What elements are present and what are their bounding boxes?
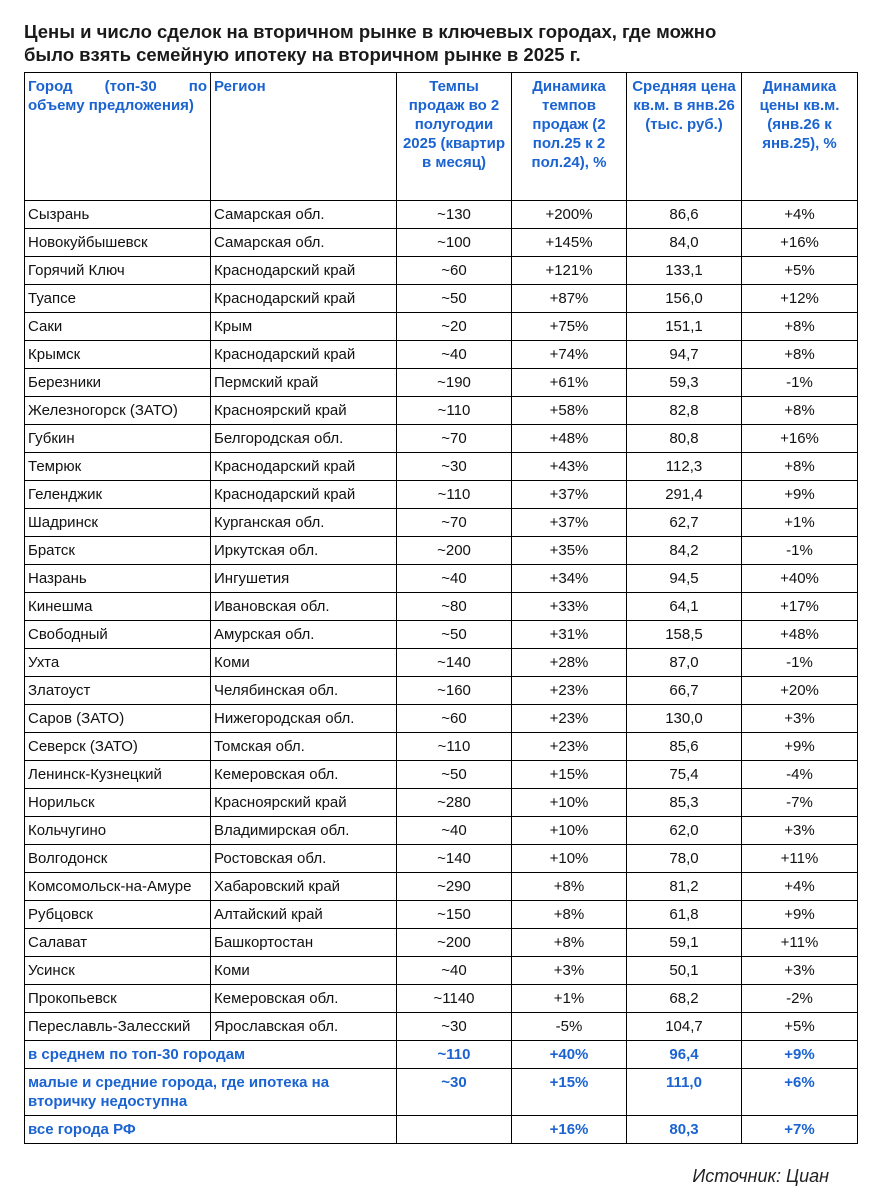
data-table [24, 72, 858, 1144]
cell-city: Геленджик [25, 481, 211, 509]
summary-avg-price: 96,4 [627, 1041, 742, 1069]
cell-avg-price: 112,3 [627, 453, 742, 481]
table-row [25, 649, 858, 677]
cell-region: Курганская обл. [211, 509, 397, 537]
summary-label: все города РФ [25, 1116, 397, 1144]
cell-sales-dynamics: +15% [512, 761, 627, 789]
cell-price-dynamics: +4% [742, 201, 858, 229]
cell-sales-dynamics: +58% [512, 397, 627, 425]
cell-avg-price: 61,8 [627, 901, 742, 929]
cell-region: Белгородская обл. [211, 425, 397, 453]
header-city: Город (топ-30 по объему предложения) [25, 73, 211, 201]
cell-avg-price: 130,0 [627, 705, 742, 733]
cell-region: Ингушетия [211, 565, 397, 593]
cell-city: Норильск [25, 789, 211, 817]
cell-sales-rate: ~140 [397, 845, 512, 873]
cell-price-dynamics: +48% [742, 621, 858, 649]
cell-sales-dynamics: -5% [512, 1013, 627, 1041]
title-line-1: Цены и число сделок на вторичном рынке в ключевых городах, где можно [24, 21, 717, 42]
summary-sales-dynamics: +16% [512, 1116, 627, 1144]
cell-price-dynamics: +3% [742, 705, 858, 733]
cell-region: Амурская обл. [211, 621, 397, 649]
cell-avg-price: 80,8 [627, 425, 742, 453]
cell-city: Комсомольск-на-Амуре [25, 873, 211, 901]
cell-sales-dynamics: +8% [512, 901, 627, 929]
table-row [25, 873, 858, 901]
table-row [25, 397, 858, 425]
cell-region: Хабаровский край [211, 873, 397, 901]
cell-price-dynamics: +8% [742, 397, 858, 425]
summary-sales-rate [397, 1116, 512, 1144]
cell-sales-dynamics: +10% [512, 845, 627, 873]
cell-region: Томская обл. [211, 733, 397, 761]
cell-sales-rate: ~160 [397, 677, 512, 705]
cell-sales-dynamics: +23% [512, 677, 627, 705]
table-row [25, 285, 858, 313]
table-row [25, 1013, 858, 1041]
cell-sales-dynamics: +8% [512, 873, 627, 901]
cell-sales-rate: ~150 [397, 901, 512, 929]
cell-sales-rate: ~140 [397, 649, 512, 677]
cell-region: Коми [211, 957, 397, 985]
cell-sales-dynamics: +10% [512, 817, 627, 845]
summary-avg-price: 80,3 [627, 1116, 742, 1144]
table-row [25, 201, 858, 229]
cell-region: Ярославская обл. [211, 1013, 397, 1041]
cell-price-dynamics: +16% [742, 229, 858, 257]
cell-price-dynamics: +1% [742, 509, 858, 537]
cell-sales-rate: ~60 [397, 705, 512, 733]
cell-region: Крым [211, 313, 397, 341]
cell-price-dynamics: +5% [742, 1013, 858, 1041]
cell-price-dynamics: +40% [742, 565, 858, 593]
table-row [25, 733, 858, 761]
cell-avg-price: 82,8 [627, 397, 742, 425]
cell-region: Иркутская обл. [211, 537, 397, 565]
table-row [25, 341, 858, 369]
cell-avg-price: 86,6 [627, 201, 742, 229]
cell-city: Северск (ЗАТО) [25, 733, 211, 761]
header-region: Регион [211, 73, 397, 201]
summary-label: малые и средние города, где ипотека на вторичку недоступна [25, 1069, 397, 1116]
cell-avg-price: 62,0 [627, 817, 742, 845]
cell-sales-rate: ~100 [397, 229, 512, 257]
summary-price-dynamics: +6% [742, 1069, 858, 1116]
cell-sales-rate: ~40 [397, 565, 512, 593]
cell-sales-dynamics: +145% [512, 229, 627, 257]
cell-price-dynamics: -1% [742, 369, 858, 397]
cell-sales-rate: ~50 [397, 761, 512, 789]
table-row [25, 621, 858, 649]
cell-city: Свободный [25, 621, 211, 649]
cell-price-dynamics: +4% [742, 873, 858, 901]
table-row [25, 901, 858, 929]
cell-sales-rate: ~200 [397, 537, 512, 565]
cell-avg-price: 84,2 [627, 537, 742, 565]
cell-sales-rate: ~280 [397, 789, 512, 817]
summary-sales-rate: ~110 [397, 1041, 512, 1069]
cell-city: Новокуйбышевск [25, 229, 211, 257]
cell-price-dynamics: +3% [742, 817, 858, 845]
cell-sales-dynamics: +37% [512, 481, 627, 509]
cell-city: Братск [25, 537, 211, 565]
table-header-row [25, 73, 858, 201]
cell-sales-dynamics: +48% [512, 425, 627, 453]
cell-city: Усинск [25, 957, 211, 985]
cell-price-dynamics: -2% [742, 985, 858, 1013]
cell-sales-dynamics: +23% [512, 705, 627, 733]
cell-sales-dynamics: +200% [512, 201, 627, 229]
cell-sales-dynamics: +121% [512, 257, 627, 285]
summary-sales-dynamics: +40% [512, 1041, 627, 1069]
cell-region: Кемеровская обл. [211, 761, 397, 789]
cell-sales-rate: ~70 [397, 425, 512, 453]
cell-price-dynamics: +20% [742, 677, 858, 705]
header-sales-dynamics: Динамика темпов продаж (2 пол.25 к 2 пол.24), % [512, 73, 627, 201]
table-row [25, 481, 858, 509]
cell-city: Железногорск (ЗАТО) [25, 397, 211, 425]
cell-city: Шадринск [25, 509, 211, 537]
cell-avg-price: 291,4 [627, 481, 742, 509]
cell-sales-dynamics: +10% [512, 789, 627, 817]
cell-city: Назрань [25, 565, 211, 593]
cell-city: Саки [25, 313, 211, 341]
cell-city: Волгодонск [25, 845, 211, 873]
cell-region: Челябинская обл. [211, 677, 397, 705]
cell-price-dynamics: +17% [742, 593, 858, 621]
header-avg-price: Средняя цена кв.м. в янв.26 (тыс. руб.) [627, 73, 742, 201]
cell-sales-rate: ~190 [397, 369, 512, 397]
cell-sales-rate: ~30 [397, 1013, 512, 1041]
header-sales-rate: Темпы продаж во 2 полугодии 2025 (квартир в месяц) [397, 73, 512, 201]
table-row [25, 313, 858, 341]
cell-avg-price: 156,0 [627, 285, 742, 313]
cell-sales-dynamics: +43% [512, 453, 627, 481]
summary-row [25, 1041, 858, 1069]
cell-avg-price: 94,7 [627, 341, 742, 369]
cell-price-dynamics: +11% [742, 845, 858, 873]
cell-city: Переславль-Залесский [25, 1013, 211, 1041]
cell-region: Пермский край [211, 369, 397, 397]
cell-avg-price: 50,1 [627, 957, 742, 985]
source-note: Источник: Циан [692, 1166, 829, 1186]
cell-sales-rate: ~70 [397, 509, 512, 537]
cell-sales-dynamics: +23% [512, 733, 627, 761]
cell-sales-dynamics: +61% [512, 369, 627, 397]
cell-region: Краснодарский край [211, 481, 397, 509]
cell-sales-rate: ~40 [397, 957, 512, 985]
cell-city: Крымск [25, 341, 211, 369]
cell-region: Самарская обл. [211, 201, 397, 229]
cell-sales-rate: ~60 [397, 257, 512, 285]
cell-sales-rate: ~130 [397, 201, 512, 229]
cell-sales-rate: ~110 [397, 481, 512, 509]
cell-price-dynamics: -1% [742, 649, 858, 677]
cell-avg-price: 66,7 [627, 677, 742, 705]
cell-region: Красноярский край [211, 397, 397, 425]
cell-sales-rate: ~30 [397, 453, 512, 481]
cell-city: Кинешма [25, 593, 211, 621]
page-title [24, 20, 854, 66]
summary-sales-rate: ~30 [397, 1069, 512, 1116]
table-row [25, 929, 858, 957]
table-row [25, 257, 858, 285]
summary-price-dynamics: +9% [742, 1041, 858, 1069]
table-row [25, 817, 858, 845]
cell-region: Краснодарский край [211, 341, 397, 369]
cell-avg-price: 75,4 [627, 761, 742, 789]
table-row [25, 677, 858, 705]
table-row [25, 845, 858, 873]
summary-row [25, 1116, 858, 1144]
cell-avg-price: 84,0 [627, 229, 742, 257]
cell-region: Алтайский край [211, 901, 397, 929]
cell-avg-price: 87,0 [627, 649, 742, 677]
cell-sales-dynamics: +28% [512, 649, 627, 677]
cell-price-dynamics: -4% [742, 761, 858, 789]
cell-avg-price: 78,0 [627, 845, 742, 873]
table-row [25, 453, 858, 481]
cell-avg-price: 133,1 [627, 257, 742, 285]
cell-sales-rate: ~50 [397, 285, 512, 313]
cell-sales-rate: ~110 [397, 733, 512, 761]
cell-sales-rate: ~40 [397, 341, 512, 369]
cell-sales-rate: ~50 [397, 621, 512, 649]
cell-sales-dynamics: +87% [512, 285, 627, 313]
cell-avg-price: 85,6 [627, 733, 742, 761]
cell-region: Владимирская обл. [211, 817, 397, 845]
cell-sales-dynamics: +35% [512, 537, 627, 565]
cell-sales-rate: ~40 [397, 817, 512, 845]
cell-region: Самарская обл. [211, 229, 397, 257]
table-row [25, 593, 858, 621]
table-row [25, 761, 858, 789]
cell-region: Красноярский край [211, 789, 397, 817]
cell-price-dynamics: +8% [742, 453, 858, 481]
cell-price-dynamics: +12% [742, 285, 858, 313]
cell-price-dynamics: -7% [742, 789, 858, 817]
cell-region: Ивановская обл. [211, 593, 397, 621]
cell-city: Салават [25, 929, 211, 957]
cell-price-dynamics: -1% [742, 537, 858, 565]
cell-sales-dynamics: +31% [512, 621, 627, 649]
cell-city: Рубцовск [25, 901, 211, 929]
table-row [25, 985, 858, 1013]
cell-city: Губкин [25, 425, 211, 453]
cell-region: Краснодарский край [211, 257, 397, 285]
cell-city: Златоуст [25, 677, 211, 705]
summary-label: в среднем по топ-30 городам [25, 1041, 397, 1069]
cell-price-dynamics: +8% [742, 313, 858, 341]
cell-price-dynamics: +5% [742, 257, 858, 285]
cell-price-dynamics: +8% [742, 341, 858, 369]
cell-avg-price: 94,5 [627, 565, 742, 593]
table-row [25, 705, 858, 733]
cell-price-dynamics: +11% [742, 929, 858, 957]
summary-avg-price: 111,0 [627, 1069, 742, 1116]
cell-region: Краснодарский край [211, 453, 397, 481]
cell-city: Саров (ЗАТО) [25, 705, 211, 733]
cell-sales-dynamics: +37% [512, 509, 627, 537]
cell-avg-price: 68,2 [627, 985, 742, 1013]
cell-region: Башкортостан [211, 929, 397, 957]
cell-sales-rate: ~110 [397, 397, 512, 425]
cell-city: Сызрань [25, 201, 211, 229]
cell-city: Кольчугино [25, 817, 211, 845]
cell-price-dynamics: +3% [742, 957, 858, 985]
cell-city: Прокопьевск [25, 985, 211, 1013]
table-row [25, 537, 858, 565]
table-row [25, 425, 858, 453]
cell-price-dynamics: +9% [742, 901, 858, 929]
cell-price-dynamics: +9% [742, 481, 858, 509]
cell-avg-price: 62,7 [627, 509, 742, 537]
cell-sales-rate: ~80 [397, 593, 512, 621]
cell-city: Ленинск-Кузнецкий [25, 761, 211, 789]
cell-sales-rate: ~290 [397, 873, 512, 901]
table-row [25, 509, 858, 537]
cell-sales-dynamics: +33% [512, 593, 627, 621]
cell-price-dynamics: +16% [742, 425, 858, 453]
cell-sales-dynamics: +75% [512, 313, 627, 341]
cell-region: Ростовская обл. [211, 845, 397, 873]
cell-sales-rate: ~20 [397, 313, 512, 341]
table-row [25, 565, 858, 593]
cell-region: Нижегородская обл. [211, 705, 397, 733]
cell-city: Туапсе [25, 285, 211, 313]
cell-region: Кемеровская обл. [211, 985, 397, 1013]
cell-avg-price: 64,1 [627, 593, 742, 621]
cell-sales-rate: ~200 [397, 929, 512, 957]
cell-sales-dynamics: +1% [512, 985, 627, 1013]
cell-region: Краснодарский край [211, 285, 397, 313]
cell-avg-price: 59,3 [627, 369, 742, 397]
cell-avg-price: 85,3 [627, 789, 742, 817]
cell-city: Горячий Ключ [25, 257, 211, 285]
cell-sales-dynamics: +3% [512, 957, 627, 985]
cell-avg-price: 151,1 [627, 313, 742, 341]
cell-sales-dynamics: +34% [512, 565, 627, 593]
cell-city: Березники [25, 369, 211, 397]
summary-price-dynamics: +7% [742, 1116, 858, 1144]
title-line-2: было взять семейную ипотеку на вторичном рынке в 2025 г. [24, 44, 581, 65]
summary-sales-dynamics: +15% [512, 1069, 627, 1116]
cell-city: Темрюк [25, 453, 211, 481]
cell-avg-price: 59,1 [627, 929, 742, 957]
cell-region: Коми [211, 649, 397, 677]
cell-sales-rate: ~1140 [397, 985, 512, 1013]
cell-avg-price: 158,5 [627, 621, 742, 649]
summary-row [25, 1069, 858, 1116]
cell-sales-dynamics: +8% [512, 929, 627, 957]
cell-avg-price: 104,7 [627, 1013, 742, 1041]
table-row [25, 229, 858, 257]
cell-price-dynamics: +9% [742, 733, 858, 761]
header-price-dynamics: Динамика цены кв.м. (янв.26 к янв.25), % [742, 73, 858, 201]
cell-avg-price: 81,2 [627, 873, 742, 901]
cell-sales-dynamics: +74% [512, 341, 627, 369]
table-row [25, 789, 858, 817]
cell-city: Ухта [25, 649, 211, 677]
table-row [25, 957, 858, 985]
table-row [25, 369, 858, 397]
